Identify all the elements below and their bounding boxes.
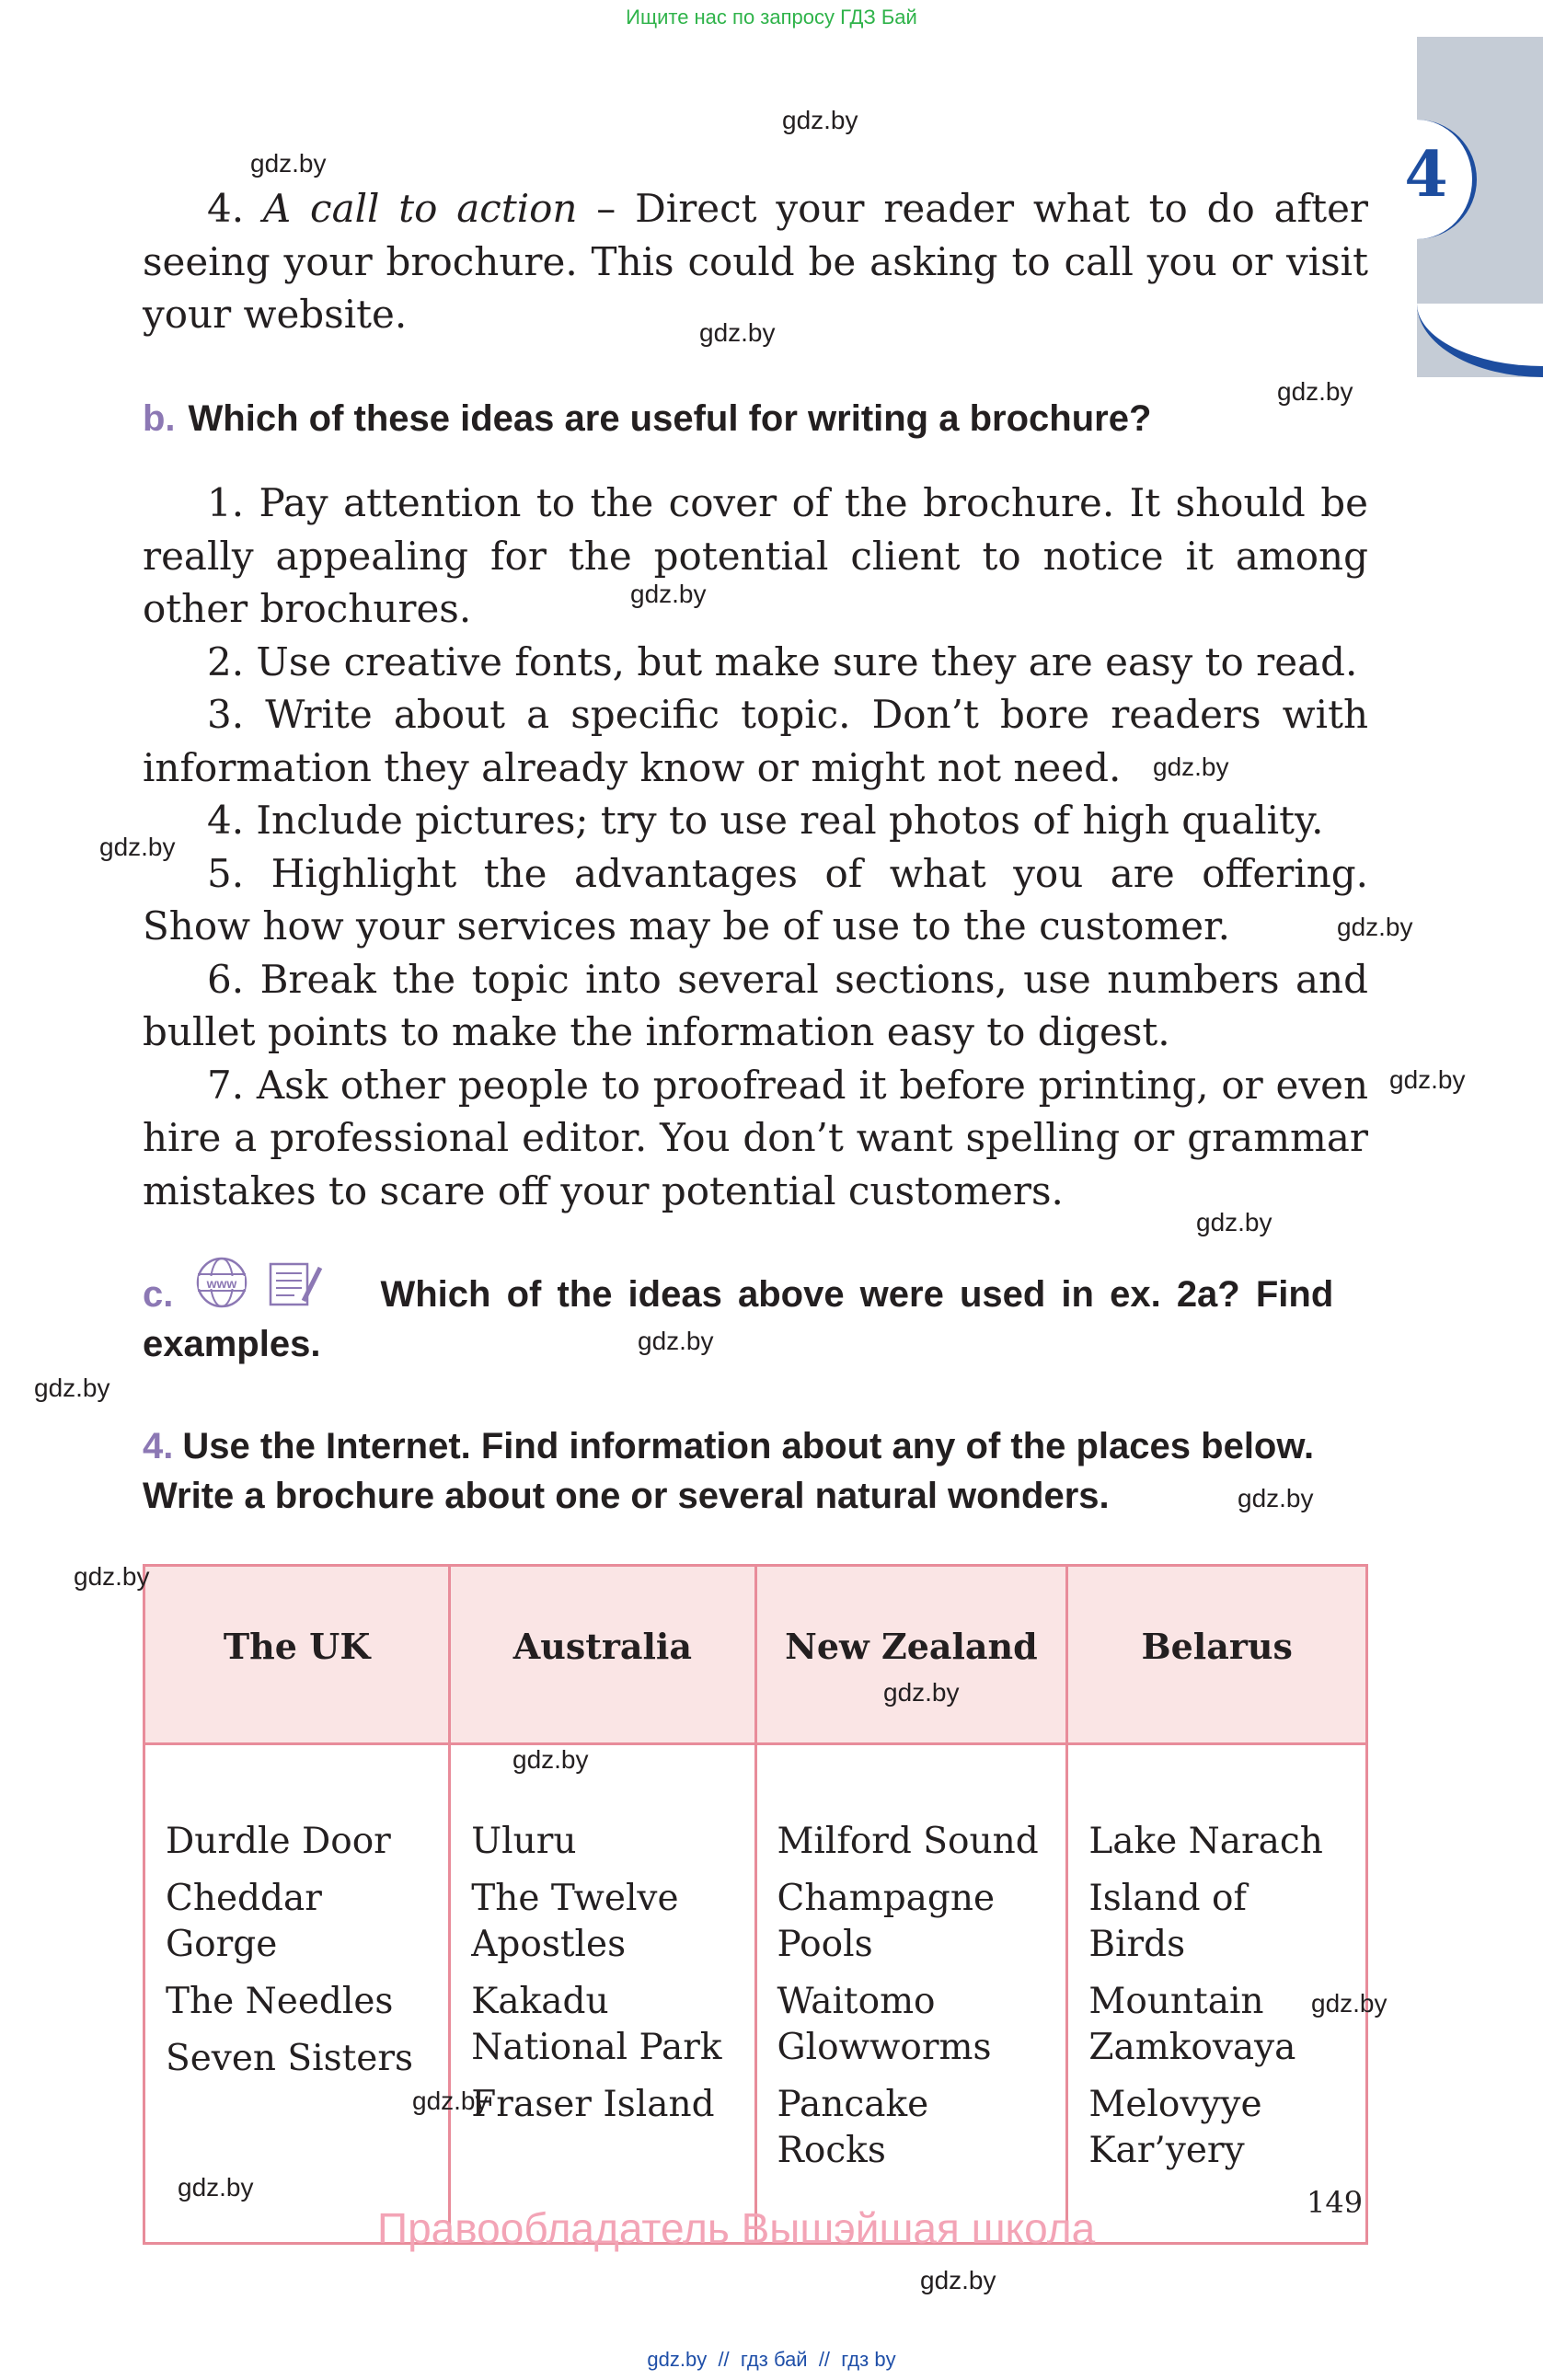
- place-item: Waitomo Glowworms: [777, 1981, 992, 2068]
- idea-item: 6. Break the topic into several sections, use numbers and bullet points to make the information easy to digest.: [143, 956, 1368, 1054]
- task-text-line2: Write a brochure about one or several natural wonders.: [143, 1476, 1110, 1516]
- watermark: gdz.by: [74, 1562, 150, 1591]
- task-4-heading: [143, 1421, 1368, 1521]
- column-header: Belarus: [1067, 1566, 1367, 1744]
- writing-notebook-icon: [267, 1259, 324, 1312]
- place-item: Durdle Door: [166, 1821, 391, 1862]
- task-letter: c.: [143, 1274, 174, 1315]
- watermark: gdz.by: [1238, 1484, 1314, 1512]
- place-item: Uluru: [471, 1821, 577, 1862]
- watermark: gdz.by: [630, 580, 707, 608]
- watermark: gdz.by: [1311, 1989, 1388, 2018]
- place-item: Lake Narach: [1088, 1821, 1323, 1862]
- watermark: gdz.by: [178, 2173, 254, 2202]
- watermark: gdz.by: [250, 149, 327, 178]
- www-label: www: [206, 1276, 237, 1291]
- place-item: Kakadu National Park: [471, 1981, 722, 2068]
- task-text-line1: Use the Internet. Find information about any of the places below.: [182, 1426, 1315, 1466]
- place-item: Fraser Island: [471, 2084, 715, 2125]
- table-cell-australia: [450, 1744, 755, 2244]
- idea-item: 7. Ask other people to proofread it before printing, or even hire a professional editor. You don’t want spelling or grammar mistakes to scare off your potential customers.: [143, 1062, 1368, 1213]
- item-title: A call to action: [262, 186, 578, 231]
- place-item: Melovyye Kar’yery: [1088, 2084, 1262, 2171]
- watermark: gdz.by: [782, 106, 858, 134]
- idea-item: 1. Pay attention to the cover of the brochure. It should be really appealing for the potential client to notice it among other brochures.: [143, 480, 1368, 631]
- task-number: 4.: [143, 1426, 174, 1466]
- column-header: The UK: [144, 1566, 450, 1744]
- bottom-banner[interactable]: gdz.by // гдз бай // гдз by: [647, 2348, 896, 2371]
- idea-item: 4. Include pictures; try to use real photos of high quality.: [207, 798, 1324, 843]
- place-item: The Needles: [166, 1981, 394, 2022]
- place-item: Mountain Zamkovaya: [1088, 1981, 1296, 2068]
- idea-item: 5. Highlight the advantages of what you are offering. Show how your services may be of use to the customer.: [143, 850, 1368, 949]
- watermark: gdz.by: [699, 318, 776, 347]
- watermark: gdz.by: [34, 1374, 110, 1402]
- page-number: 149: [1307, 2185, 1364, 2220]
- watermark: gdz.by: [1196, 1208, 1272, 1236]
- rights-holder: Правообладатель Вышэйшая школа: [377, 2204, 1096, 2252]
- place-item: Island of Birds: [1088, 1878, 1247, 1965]
- place-item: Milford Sound: [777, 1821, 1039, 1862]
- places-table: [143, 1564, 1368, 2245]
- task-b-heading: [143, 394, 1151, 443]
- table-cell-new-zealand: [755, 1744, 1067, 2244]
- place-item: Pancake Rocks: [777, 2084, 929, 2171]
- idea-item: 3. Write about a specific topic. Don’t bore readers with information they already know or might not need.: [143, 692, 1368, 790]
- task-text-line2: examples.: [143, 1324, 321, 1364]
- table-header-row: [144, 1566, 1367, 1744]
- idea-item: 2. Use creative fonts, but make sure they are easy to read.: [207, 638, 1358, 684]
- table-row: [144, 1744, 1367, 2244]
- watermark: gdz.by: [412, 2087, 489, 2115]
- place-item: Seven Sisters: [166, 2038, 414, 2079]
- top-banner[interactable]: Ищите нас по запросу ГДЗ Бай: [626, 6, 917, 29]
- item-number: 4.: [207, 186, 245, 231]
- table-cell-uk: [144, 1744, 450, 2244]
- watermark: gdz.by: [1153, 753, 1229, 781]
- task-letter: b.: [143, 398, 176, 439]
- task-c-heading: [143, 1270, 1368, 1369]
- task-text: Which of these ideas are useful for writing a brochure?: [188, 398, 1152, 439]
- column-header: Australia: [450, 1566, 755, 1744]
- watermark: gdz.by: [99, 833, 176, 861]
- watermark: gdz.by: [638, 1327, 714, 1355]
- item-text: – Direct your reader what to do after seeing your brochure. This could be asking to call you or visit your website.: [143, 186, 1369, 337]
- task-text-line1: Which of the ideas above were used in ex. 2a? Find: [380, 1274, 1334, 1315]
- column-header: New Zealand: [755, 1566, 1067, 1744]
- place-item: The Twelve Apostles: [471, 1878, 679, 1965]
- watermark: gdz.by: [920, 2266, 996, 2294]
- watermark: gdz.by: [512, 1745, 589, 1774]
- call-to-action-paragraph: [143, 182, 1368, 341]
- place-item: Cheddar Gorge: [166, 1878, 322, 1965]
- watermark: gdz.by: [1277, 377, 1353, 406]
- chapter-tab-curve: [1417, 304, 1543, 377]
- www-globe-icon: [193, 1256, 250, 1309]
- place-item: Champagne Pools: [777, 1878, 996, 1965]
- chapter-number: 4: [1404, 138, 1448, 212]
- watermark: gdz.by: [883, 1678, 960, 1707]
- watermark: gdz.by: [1389, 1065, 1466, 1094]
- watermark: gdz.by: [1337, 913, 1413, 941]
- ideas-list: [143, 477, 1368, 1217]
